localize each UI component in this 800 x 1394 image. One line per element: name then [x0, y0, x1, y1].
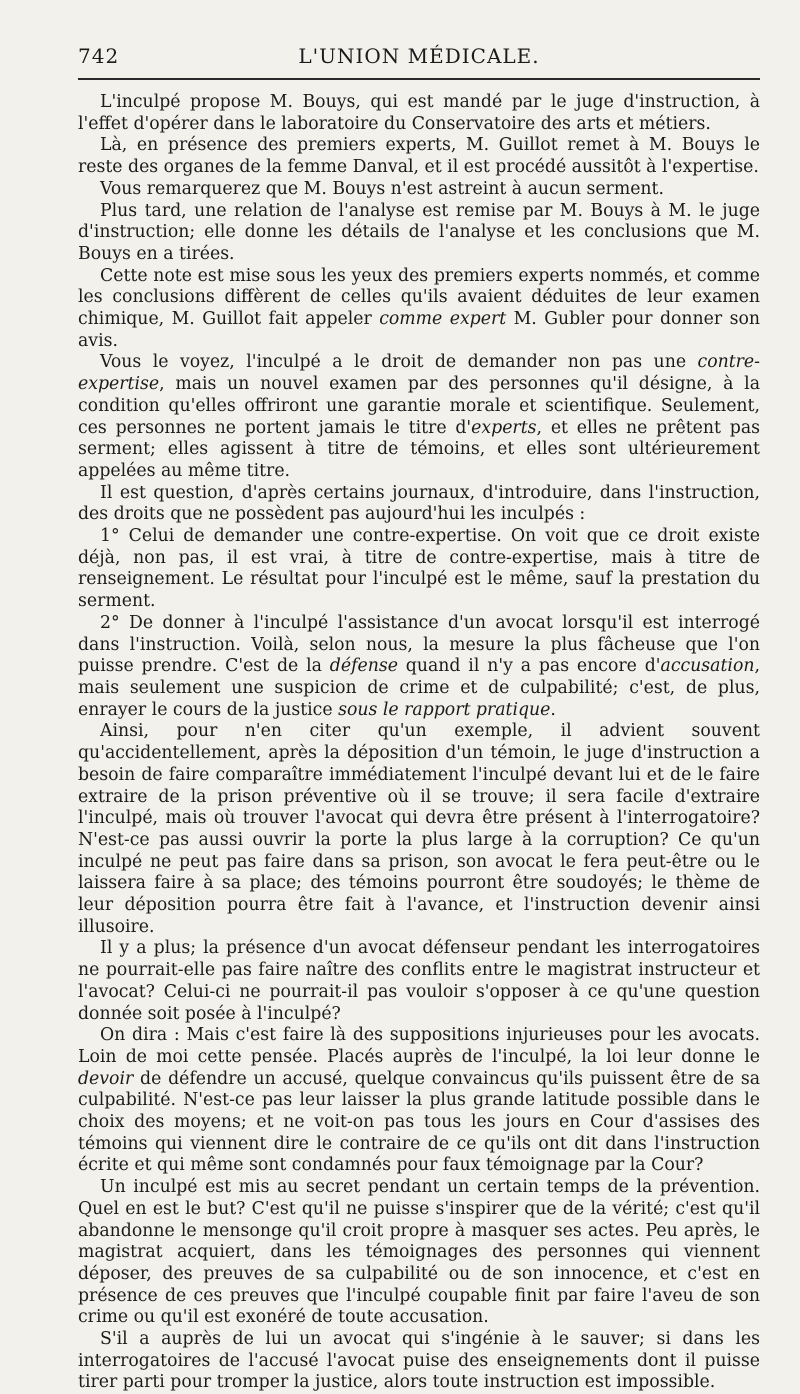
paragraph: [78, 1329, 760, 1394]
paragraph: [78, 613, 760, 722]
paragraph: [78, 92, 760, 135]
paragraph-text: 1° Celui de demander une contre-expertise. On voit que ce droit existe déjà, non pas, il est vrai, à titre de contre-expertise, mais à titre de renseignement. Le résultat pour l'inculpé est le même, sauf la prestation du serment.: [78, 526, 760, 612]
paragraph-text: Cette note est mise sous les yeux des premiers experts nommés, et comme les conclusions diffèrent de celles qu'ils avaient déduites de leur examen chimique, M. Guillot fait appeler: [78, 265, 760, 330]
header-rule: [78, 78, 760, 80]
paragraph: [78, 1025, 760, 1177]
paragraph: [78, 721, 760, 938]
paragraph-text: , mais un nouvel examen par des personnes qu'il désigne, à la condition qu'elles offriront une garantie morale et scientifique. Seulement, ces personnes ne portent jamais le titre d': [78, 374, 760, 438]
paragraph-text: , et elles ne prêtent pas serment; elles agissent à titre de témoins, et elles sont ultérieurement appelées au même titre.: [78, 417, 760, 481]
paragraph: [78, 483, 760, 526]
emphasis-text: accusation: [660, 656, 755, 677]
paragraph: [78, 352, 760, 482]
emphasis-text: comme expert: [379, 309, 507, 330]
emphasis-text: contre-expertise: [78, 352, 760, 395]
running-title: L'UNION MÉDICALE.: [298, 44, 540, 68]
emphasis-text: sous le rapport pratique: [338, 699, 551, 720]
paragraph-text: Vous remarquerez que M. Bouys n'est astreint à aucun serment.: [100, 178, 664, 199]
paragraph: [78, 938, 760, 1025]
paragraph-text: S'il a auprès de lui un avocat qui s'ingénie à le sauver; si dans les interrogatoires de l'accusé l'avocat puise des enseignements dont il puisse tirer parti pour tromper la justice, alors toute instruction est impossible.: [78, 1329, 760, 1393]
paragraph-text: Il y a plus; la présence d'un avocat défenseur pendant les interrogatoires ne pourrait-elle pas faire naître des conflits entre le magistrat instructeur et l'avocat? Celui-ci ne pourrait-il pas vouloir s'opposer à ce qu'une question donnée soit posée à l'inculpé?: [78, 938, 760, 1024]
page-header: [78, 40, 760, 74]
page-number: 742: [78, 44, 120, 68]
paragraph-text: Vous le voyez, l'inculpé a le droit de demander non pas une: [100, 352, 698, 373]
paragraph-text: M. Gubler pour donner son avis.: [78, 309, 761, 351]
paragraph-text: quand il n'y a pas encore d': [397, 656, 661, 677]
paragraph-text: L'inculpé propose M. Bouys, qui est mandé par le juge d'instruction, à l'effet d'opérer dans le laboratoire du Conservatoire des arts et métiers.: [78, 92, 760, 134]
emphasis-text: défense: [329, 656, 398, 677]
paragraph-text: On dira : Mais c'est faire là des suppositions injurieuses pour les avocats. Loin de moi cette pensée. Placés auprès de l'inculpé, la loi leur donne le: [78, 1025, 760, 1067]
paragraph-text: Il est question, d'après certains journaux, d'introduire, dans l'instruction, des droits que ne possèdent pas aujourd'hui les inculpés :: [78, 482, 760, 525]
paragraph: [78, 201, 760, 266]
paragraph-text: Plus tard, une relation de l'analyse est remise par M. Bouys à M. le juge d'instruction; elle donne les détails de l'analyse et les conclusions que M. Bouys en a tirées.: [78, 200, 760, 264]
paragraph-text: .: [550, 699, 556, 720]
emphasis-text: devoir: [78, 1068, 134, 1089]
paragraph: [78, 179, 760, 201]
paragraph-text: 2° De donner à l'inculpé l'assistance d'un avocat lorsqu'il est interrogé dans l'instruction. Voilà, selon nous, la mesure la plus fâcheuse que l'on puisse prendre. C'est de la: [78, 612, 760, 677]
paragraph-text: Un inculpé est mis au secret pendant un certain temps de la prévention. Quel en est le but? C'est qu'il ne puisse s'inspirer que de la vérité; c'est qu'il abandonne le mensonge qu'il croit propre à masquer ses actes. Peu après, le magistrat acquiert, dans les témoignages des personnes qui viennent déposer, des preuves de sa culpabilité ou de son innocence, et c'est en présence de ces preuves que l'inculpé coupable finit par faire l'aveu de son crime ou qu'il est exonéré de toute accusation.: [78, 1177, 760, 1328]
emphasis-text: experts: [471, 417, 537, 438]
paragraph: [78, 1177, 760, 1329]
paragraph-text: , mais seulement une suspicion de crime et de culpabilité; c'est, de plus, enrayer le cours de la justice: [78, 656, 760, 720]
paragraph: [78, 135, 760, 178]
paragraph: [78, 526, 760, 613]
article-body: [78, 92, 760, 1394]
paragraph-text: de défendre un accusé, quelque convaincus qu'ils puissent être de sa culpabilité. N'est-ce pas leur laisser la plus grande latitude possible dans le choix des moyens; et ne voit-on pas tous les jours en Cour d'assises des témoins qui viennent dire le contraire de ce qu'ils ont dit dans l'instruction écrite et qui même sont condamnés pour faux témoignage par la Cour?: [78, 1068, 760, 1176]
paragraph-text: Là, en présence des premiers experts, M. Guillot remet à M. Bouys le reste des organes de la femme Danval, et il est procédé aussitôt à l'expertise.: [78, 135, 760, 178]
paragraph: [78, 266, 760, 353]
paragraph-text: Ainsi, pour n'en citer qu'un exemple, il advient souvent qu'accidentellement, après la déposition d'un témoin, le juge d'instruction a besoin de faire comparaître immédiatement l'inculpé devant lui et de le faire extraire de la prison préventive où il se trouve; il sera facile d'extraire l'inculpé, mais où trouver l'avocat qui devra être présent à l'interrogatoire? N'est-ce pas aussi ouvrir la porte la plus large à la corruption? Ce qu'un inculpé ne peut pas faire dans sa prison, son avocat le fera peut-être ou le laissera faire à sa place; des témoins pourront être soudoyés; le thème de leur déposition pourra être fait à l'avance, et l'instruction devenir ainsi illusoire.: [78, 721, 760, 937]
